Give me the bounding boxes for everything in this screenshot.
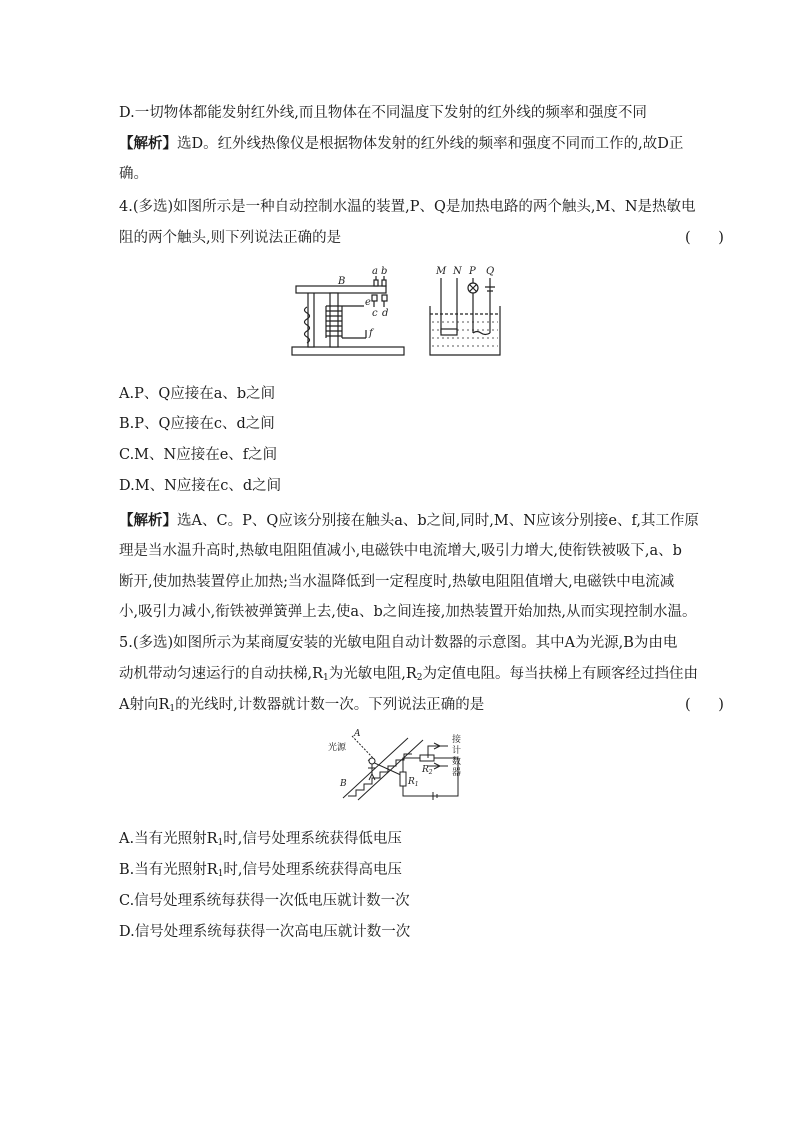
q5-answer-bracket: ( ) — [685, 697, 724, 713]
q4-analysis-line-1 — [119, 511, 699, 531]
fig2-label-B: B — [340, 779, 347, 789]
q5-stem-line-1: 5.(多选)如图所示为某商厦安装的光敏电阻自动计数器的示意图。其中A为光源,B为由电 — [119, 635, 678, 651]
fig1-label-a: a — [372, 266, 378, 277]
q5-counter-figure — [328, 728, 478, 803]
q5-option-c: C.信号处理系统每获得一次低电压就计数一次 — [119, 893, 410, 909]
q4-relay-figure — [290, 262, 510, 362]
q4-answer-bracket: ( ) — [685, 230, 724, 246]
fig2-label-light-source: 光源 — [328, 743, 347, 753]
q5-stem-line-3: A射向$R_1$的光线时,计数器就计数一次。下列说法正确的是 — [119, 697, 485, 714]
q4-analysis-line-4: 小,吸引力减小,衔铁被弹簧弹上去,使a、b之间连接,加热装置开始加热,从而实现控制水温。 — [119, 604, 697, 620]
q4-analysis-line-3: 断开,使加热装置停止加热;当水温降低到一定程度时,热敏电阻阻值增大,电磁铁中电流减 — [119, 574, 675, 590]
fig1-label-d: d — [382, 308, 389, 319]
q5-option-b: B.当有光照射$R_1$时,信号处理系统获得高电压 — [119, 862, 403, 879]
analysis-tag: 【解析】 — [119, 135, 177, 152]
q4-analysis-line-2: 理是当水温升高时,热敏电阻阻值减小,电磁铁中电流增大,吸引力增大,使衔铁被吸下,a、b — [119, 543, 682, 559]
fig2-label-counter-1: 接 — [452, 735, 462, 745]
analysis-text: 选A、C。P、Q应该分别接在触头a、b之间,同时,M、N应该分别接e、f,其工作原 — [177, 513, 699, 529]
q4-stem-line-1: 4.(多选)如图所示是一种自动控制水温的装置,P、Q是加热电路的两个触头,M、N是热敏电 — [119, 199, 696, 215]
q3-analysis-line-1 — [119, 134, 683, 154]
fig1-label-Q: Q — [486, 266, 495, 277]
q4-stem-line-2: 阻的两个触头,则下列说法正确的是 — [119, 230, 342, 246]
fig2-label-R2: $R_2$ — [422, 765, 433, 776]
q3-analysis-line-2: 确。 — [119, 166, 148, 182]
fig1-label-N: N — [453, 266, 462, 277]
fig2-label-counter-3: 数 — [452, 757, 462, 767]
fig1-label-M: M — [436, 266, 447, 277]
fig2-label-counter-2: 计 — [452, 746, 462, 756]
q4-option-c: C.M、N应接在e、f之间 — [119, 447, 278, 463]
q5-option-d: D.信号处理系统每获得一次高电压就计数一次 — [119, 924, 411, 940]
q5-stem-line-2: 动机带动匀速运行的自动扶梯$,R_1$为光敏电阻$,R_2$为定值电阻。每当扶梯上有顾客经过挡住由 — [119, 666, 699, 683]
fig2-label-R1: $R_1$ — [408, 777, 419, 788]
analysis-text: 选D。红外线热像仪是根据物体发射的红外线的频率和强度不同而工作的,故D正 — [177, 136, 684, 152]
q4-option-a: A.P、Q应接在a、b之间 — [119, 386, 276, 402]
fig1-label-P: P — [469, 266, 476, 277]
fig1-label-B: B — [338, 276, 346, 287]
analysis-tag: 【解析】 — [119, 512, 177, 529]
q4-option-b: B.P、Q应接在c、d之间 — [119, 416, 275, 432]
fig2-label-A: A — [354, 729, 361, 739]
fig2-label-counter-4: 器 — [452, 768, 462, 778]
fig1-label-b: b — [381, 266, 388, 277]
fig1-label-f: f — [369, 328, 373, 339]
fig1-label-e: e — [365, 297, 371, 308]
q5-option-a: A.当有光照射$R_1$时,信号处理系统获得低电压 — [119, 831, 402, 848]
q3-option-d: D.一切物体都能发射红外线,而且物体在不同温度下发射的红外线的频率和强度不同 — [119, 105, 647, 121]
fig1-label-c: c — [372, 308, 378, 319]
q4-option-d: D.M、N应接在c、d之间 — [119, 478, 282, 494]
